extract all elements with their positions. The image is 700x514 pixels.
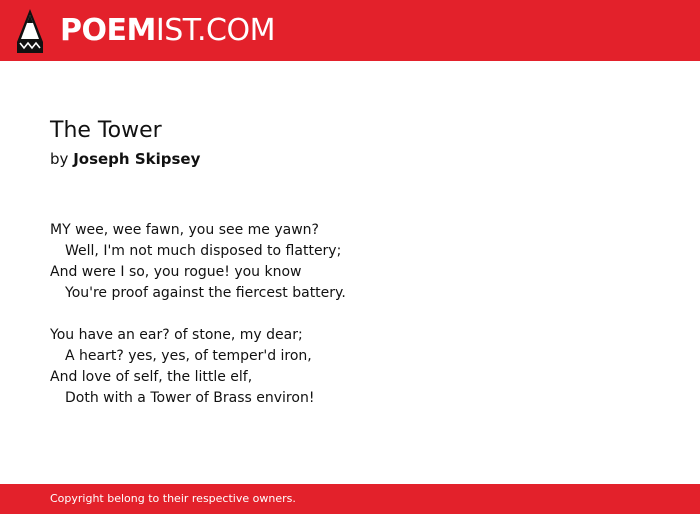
poem-line: A heart? yes, yes, of temper'd iron, <box>65 348 312 364</box>
logo-wordmark-bold: POEM <box>60 13 156 48</box>
poem-body <box>50 220 650 409</box>
pencil-tip-icon <box>16 9 44 53</box>
stanza <box>50 325 650 409</box>
site-logo-link[interactable] <box>16 8 275 54</box>
poem-line: MY wee, wee fawn, you see me yawn? <box>50 222 319 238</box>
poem-line: Doth with a Tower of Brass environ! <box>65 390 315 406</box>
poem-line: Well, I'm not much disposed to flattery; <box>65 243 342 259</box>
poem-line: You have an ear? of stone, my dear; <box>50 327 303 343</box>
poem-title: The Tower <box>50 118 162 143</box>
author-name: Joseph Skipsey <box>73 150 201 168</box>
logo-wordmark <box>60 13 275 48</box>
site-footer <box>0 484 700 514</box>
byline <box>50 148 650 170</box>
poem-line: And love of self, the little elf, <box>50 369 253 385</box>
logo-wordmark-light: IST.COM <box>155 13 275 48</box>
poem-content <box>50 116 650 430</box>
site-header <box>0 0 700 61</box>
poem-line: And were I so, you rogue! you know <box>50 264 302 280</box>
byline-prefix: by <box>50 150 69 168</box>
copyright-text: Copyright belong to their respective owners. <box>50 492 296 505</box>
stanza <box>50 220 650 304</box>
poem-line: You're proof against the fiercest battery. <box>65 285 346 301</box>
